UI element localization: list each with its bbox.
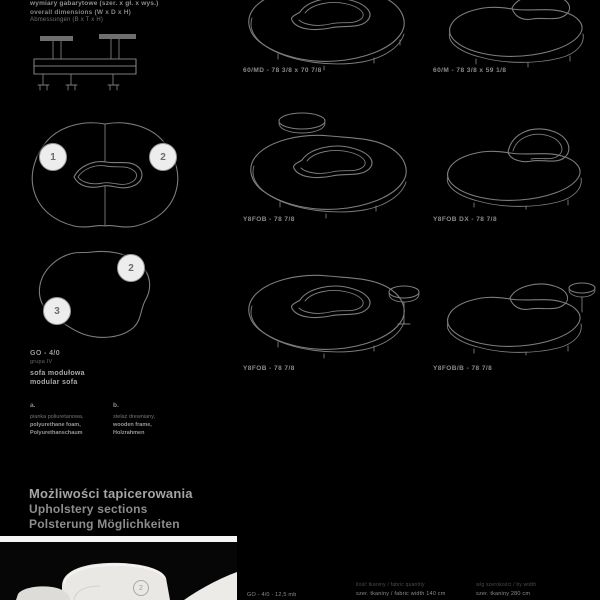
footnote-a-marker: a. [30,402,36,409]
product-code-block [30,350,85,387]
footnote-b [113,402,198,437]
variant-drawing-r2r [430,122,596,206]
sofa-photo-art [0,542,237,600]
dimensions-line-de: Abmessungen (B x T x H) [30,17,104,23]
section-marker-1 [39,143,67,171]
marker-number: 2 [139,584,143,592]
variant-drawing-r3r [430,268,600,354]
variant-caption-r2r: Y8FOB DX - 78 7/8 [433,216,498,223]
variant-caption-r3l: Y8FOB - 78 7/8 [243,365,295,372]
product-code: GO - 4/0 [30,350,61,357]
photo-section-marker [133,580,149,596]
product-subtitle: grupa IV [30,359,53,365]
footnote-a-line2: polyurethane foam, [30,422,81,428]
section-marker-2b [117,254,145,282]
dimensions-text-block [30,0,158,23]
footnote-b-line2: wooden frame, [113,422,152,428]
section-marker-3 [43,297,71,325]
heading-de: Polsterung Möglichkeiten [29,517,180,531]
variant-drawing-r1r [432,0,598,64]
fabric-table-label-right: szer. tkaniny 280 cm [476,591,531,597]
marker-number: 1 [50,151,56,163]
footnote-b-line3: Holzrahmen [113,430,145,436]
fabric-table-header-right: w/g szerokości / by width [476,582,537,588]
heading-pl: Możliwości tapicerowania [29,486,193,501]
front-elevation-drawing [33,33,139,99]
variant-drawing-r2l [240,126,420,220]
variant-caption-r1l: 60/MD - 78 3/8 x 70 7/8 [243,67,322,74]
variant-caption-r1r: 60/M - 78 3/8 x 59 1/8 [433,67,507,74]
plan-view-drawing [24,117,186,239]
marker-number: 2 [160,151,166,163]
sofa-photo [0,542,237,600]
marker-number: 3 [54,305,60,317]
variant-drawing-r3l [238,264,424,358]
marker-number: 2 [128,262,134,274]
variant-caption-r2l: Y8FOB - 78 7/8 [243,216,295,223]
fabric-table-label-left: GO - 4/0 · 12,5 mb [247,592,297,598]
footnote-a-line3: Polyurethanschaum [30,430,83,436]
fabric-table-header-center: ilość tkaniny / fabric quantity [356,582,425,588]
variant-drawing-r1l [238,0,418,72]
section-heading [29,486,193,532]
heading-en: Upholstery sections [29,502,148,516]
dimensions-line-pl: wymiary gabarytowe (szer. x gł. x wys.) [30,0,159,7]
product-title-en: modular sofa [30,379,78,386]
dimensions-line-en: overall dimensions (W x D x H) [30,8,131,16]
footnote-a-line1: pianka poliuretanowa, [30,414,84,420]
section-marker-2 [149,143,177,171]
footnote-b-line1: stelaż drewniany, [113,414,156,420]
fabric-table-label-center: szer. tkaniny / fabric width 140 cm [356,591,446,597]
product-title-pl: sofa modułowa [30,370,85,377]
footnote-a [30,402,108,437]
variant-caption-r3r: Y8FOB/B - 78 7/8 [433,365,493,372]
footnote-b-marker: b. [113,402,119,409]
